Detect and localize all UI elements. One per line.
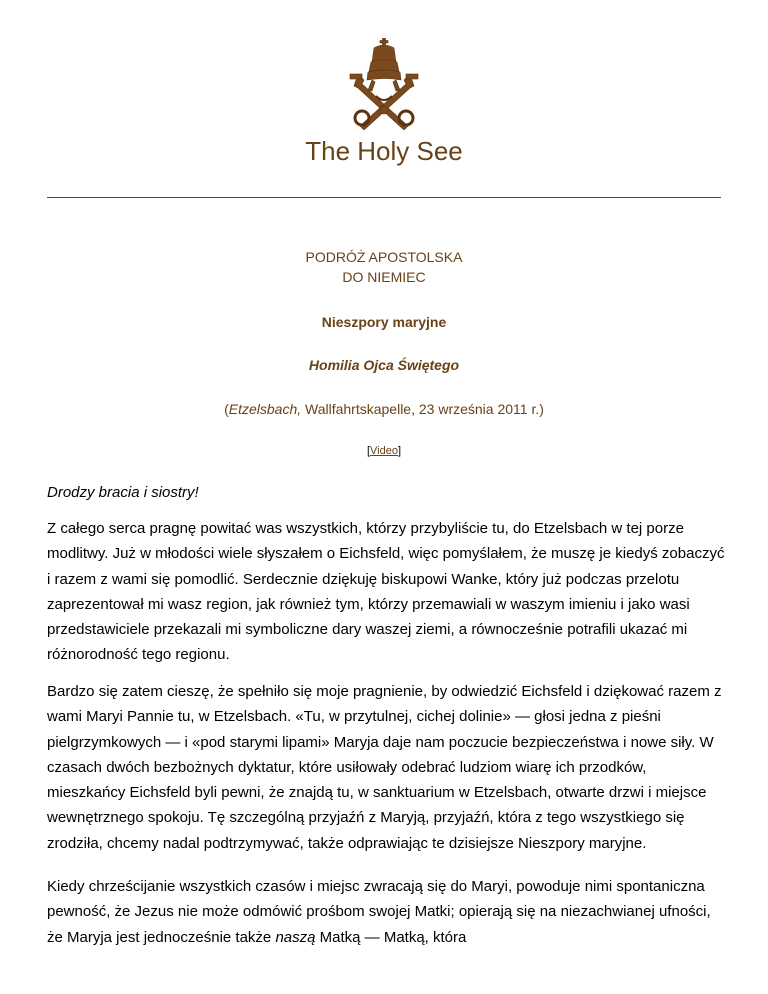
greeting: Drodzy bracia i siostry! xyxy=(47,484,199,501)
paragraph-3 xyxy=(47,874,727,950)
paragraph-3-emphasis: naszą xyxy=(275,928,316,946)
trip-heading-line2: DO NIEMIEC xyxy=(342,269,426,285)
video-link[interactable]: Video xyxy=(370,445,398,457)
video-bracket-open: [ xyxy=(366,445,371,457)
trip-heading-line1: PODRÓŻ APOSTOLSKA xyxy=(305,249,463,265)
papal-coat-of-arms-icon xyxy=(342,38,426,130)
video-bracket-close: ] xyxy=(397,445,402,457)
place-details: Wallfahrtskapelle, 23 września 2011 r.) xyxy=(301,401,544,417)
paragraph-2: Bardzo się zatem cieszę, że spełniło się moje pragnienie, by odwiedzić Eichsfeld i dziękować razem z wami Maryi Pannie tu, w Etzelsbach. «Tu, w przytulnej, cichej dolinie» — głosi jedna z pieśni pielgrzymkowych — i «pod starymi lipami» Maryja daje nam poczucie bezpieczeństwa i nowe siły. W czasach dwóch bezbożnych dyktatur, które usiłowały odebrać ludziom wiarę ich przodków, mieszkańcy Eichsfeld byli pewni, że znajdą tu, w sanktuarium w Etzelsbach, otwarte drzwi i miejsce wewnętrznego spokoju. Tę szczególną przyjaźń z Maryją, przyjaźń, która z tego wszystkiego się zrodziła, chcemy nadal podtrzymywać, także odprawiając te dzisiejsze Nieszpory maryjne. xyxy=(47,683,722,852)
video-link-line xyxy=(0,445,768,457)
site-title[interactable]: The Holy See xyxy=(305,136,463,166)
place-paren: ( xyxy=(224,401,229,417)
paragraph-3-part-b: Matką — Matką, która xyxy=(315,928,467,946)
place-date-line xyxy=(0,401,768,417)
paragraph-3-part-a: Kiedy chrześcijanie wszystkich czasów i miejsc zwracają się do Maryi, powoduje nimi spontaniczna pewność, że Jezus nie może odmówić prośbom swojej Matki; opierają się na niezachwianej ufności, że Maryja jest jednocześnie także xyxy=(47,878,711,946)
homily-title: Homilia Ojca Świętego xyxy=(308,357,460,373)
paragraph-1: Z całego serca pragnę powitać was wszystkich, którzy przybyliście tu, do Etzelsbach w tej porze modlitwy. Już w młodości wiele słyszałem o Eichsfeld, więc pomyślałem, że muszę je kiedyś zobaczyć i razem z wami się pomodlić. Serdecznie dziękuję biskupowi Wanke, który już podczas przelotu zaprezentował mi wasz region, jak również tym, którzy przemawiali w waszym imieniu i jako wasi przedstawiciele przekazali mi symboliczne dary waszej ziemi, a równocześnie potrafili ukazać mi różnorodność tego regionu. xyxy=(47,520,725,664)
trip-heading xyxy=(0,247,768,287)
place-city: Etzelsbach, xyxy=(228,401,302,417)
event-title: Nieszpory maryjne xyxy=(321,314,447,330)
header-divider xyxy=(47,197,721,198)
